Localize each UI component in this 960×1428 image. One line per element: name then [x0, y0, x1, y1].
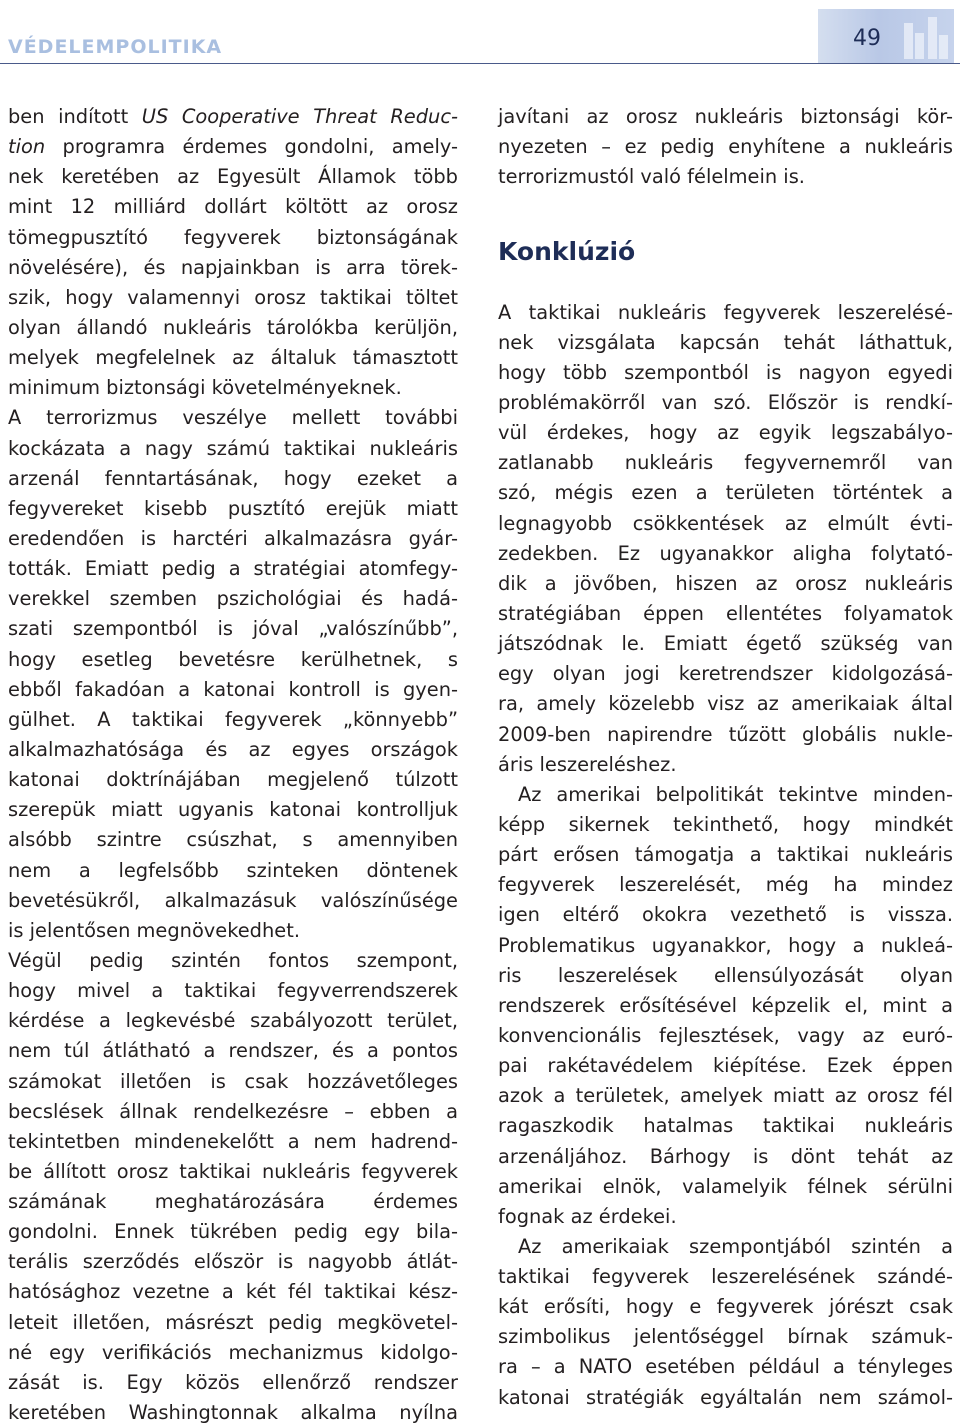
text-line: stratégiában éppen ellentétes folyamatok [498, 601, 953, 625]
spacer [498, 283, 953, 298]
page-number: 49 [853, 26, 881, 51]
text-line: alkalmazhatósága és az egyes országok [8, 737, 458, 761]
text-line: konvencionális fejlesztések, vagy az euró- [498, 1023, 953, 1047]
text-line: vül érdekes, hogy az egyik legszabályo- [498, 421, 953, 445]
text-line: verekkel szemben pszichológiai és hadá- [8, 587, 458, 611]
text-line: Az amerikai belpolitikát tekintve minden- [518, 782, 953, 806]
text-line: kockázata a nagy számú taktikai nukleáris [8, 436, 458, 460]
text-line: nem túl átlátható a rendszer, és a pontos [8, 1039, 458, 1063]
text-line: ris leszerelések ellensúlyozását olyan [498, 963, 953, 987]
text-line: leteit illetően, másrészt pedig megkövetel- [8, 1310, 458, 1334]
section-heading-text: Konklúzió [498, 236, 636, 266]
text-line: gondolni. Ennek tükrében pedig egy bila- [8, 1220, 458, 1244]
text-line: nem a legfelsőbb szinteken döntenek [8, 858, 458, 882]
text-line: azok a területek, amelyek miatt az orosz fél [498, 1084, 953, 1108]
text-line: katonai doktrínájában megjelenő túlzott [8, 768, 458, 792]
text-line: be állított orosz taktikai nukleáris fegyverek [8, 1159, 458, 1183]
text-line: szik, hogy valamennyi orosz taktikai töltet [8, 285, 458, 309]
text-line: né egy verifikációs mechanizmus kidolgo- [8, 1340, 458, 1364]
text-line: rendszerek erősítésével képzelik el, mint a [498, 993, 953, 1017]
text-line: arzenál fenntartásának, hogy ezeket a [8, 466, 458, 490]
text-line: alsóbb szintre csúszhat, s amennyiben [8, 828, 458, 852]
text-line: 2009-ben napirendre tűzött globális nukle- [498, 722, 953, 746]
text-line: nek keretében az Egyesült Államok több [8, 165, 458, 189]
header-rule [0, 63, 960, 64]
text-line: nyezeten – ez pedig enyhítene a nukleáris [498, 135, 953, 159]
text-line: ra – a NATO esetében például a tényleges [498, 1355, 953, 1379]
text-line: ragaszkodik hatalmas taktikai nukleáris [498, 1114, 953, 1138]
text-line: kát erősíti, hogy e fegyverek jórészt csak [498, 1295, 953, 1319]
right-column [498, 102, 953, 1413]
text-line: problémakörről van szó. Először is rendkí- [498, 390, 953, 414]
text-line: növelésére), és napjainkban is arra törek- [8, 255, 458, 279]
text-line: párt erősen támogatja a taktikai nukleáris [498, 843, 953, 867]
text-line: taktikai fegyverek leszerelésének szándé- [498, 1265, 953, 1289]
text-line: hogy mivel a taktikai fegyverrendszerek [8, 979, 458, 1003]
text-line: pai rakétavédelem kiépítése. Ezek éppen [498, 1054, 953, 1078]
text-line: kérdése a legkevésbé szabályozott terület, [8, 1009, 458, 1033]
text-line: dik a jövőben, hiszen az orosz nukleáris [498, 571, 953, 595]
text-line: melyek megfelelnek az általuk támasztott [8, 346, 458, 370]
text-line: katonai stratégiák egyáltalán nem számol- [498, 1385, 953, 1409]
text-line: zedekben. Ez ugyanakkor aligha folytató- [498, 541, 953, 565]
text-line: tion programra érdemes gondolni, amely- [8, 135, 458, 159]
text-line: arzenáljához. Bárhogy is dönt tehát az [498, 1144, 953, 1168]
text-line: terális szerződés először is nagyobb átlát- [8, 1250, 458, 1274]
text-line: hogy több szempontból is nagyon egyedi [498, 360, 953, 384]
text-line: ra, amely közelebb visz az amerikaiak által [498, 692, 953, 716]
text-line: javítani az orosz nukleáris biztonsági kör- [498, 105, 953, 128]
text-line: legnagyobb csökkentések az elmúlt évti- [498, 511, 953, 535]
section-heading [498, 223, 953, 283]
text-line: eredendően is harctéri alkalmazásra gyár- [8, 526, 458, 550]
text-line: gülhet. A taktikai fegyverek „könnyebb” [8, 707, 458, 731]
text-line: zatlanabb nukleáris fegyvernemről van [498, 451, 953, 475]
text-line: Végül pedig szintén fontos szempont, [8, 948, 458, 972]
magazine-logo-icon [898, 13, 954, 63]
text-line: hogy esetleg bevetésre kerülhetnek, s [8, 647, 458, 671]
text-line: fognak az érdekei. [498, 1204, 677, 1228]
text-line: ebből fakadóan a katonai kontroll is gyen- [8, 677, 458, 701]
text-line: tekintetben mindenekelőtt a nem hadrend- [8, 1129, 458, 1153]
text-line: amerikai elnök, valamelyik félnek sérülni [498, 1174, 953, 1198]
text-line: egy olyan jogi keretrendszer kidolgozásá- [498, 662, 953, 686]
text-line: bevetésükről, alkalmazásuk valószínűsége [8, 888, 458, 912]
text-line: áris leszereléshez. [498, 752, 677, 776]
text-line: szimbolikus jelentőséggel bírnak számuk- [498, 1325, 953, 1349]
text-line: szó, mégis ezen a területen történtek a [498, 481, 953, 505]
spacer [498, 192, 953, 222]
text-line: olyan állandó nukleáris tárolókba kerüljön, [8, 315, 458, 339]
text-line: mint 12 milliárd dollárt költött az orosz [8, 195, 458, 219]
text-line: zását is. Egy közös ellenőrző rendszer [8, 1370, 458, 1394]
text-line: is jelentősen megnövekedhet. [8, 918, 300, 942]
text-line: ben indított US Cooperative Threat Reduc- [8, 105, 458, 128]
text-line: számokat illetően is csak hozzávetőleges [8, 1069, 458, 1093]
text-line: fegyverek leszerelését, még ha mindez [498, 873, 953, 897]
text-line: terrorizmustól való félelmein is. [498, 165, 805, 189]
text-line: Problematikus ugyanakkor, hogy a nukleá- [498, 933, 953, 957]
text-line: szerepük miatt ugyanis katonai kontrolljuk [8, 798, 458, 822]
text-line: A terrorizmus veszélye mellett további [8, 406, 458, 430]
text-line: szati szempontból is jóval „valószínűbb”, [8, 617, 458, 641]
text-line: tömegpusztító fegyverek biztonságának [8, 225, 458, 249]
left-column [8, 102, 458, 1428]
page-number-box [818, 9, 954, 63]
text-line: fegyvereket kisebb pusztító erejük miatt [8, 496, 458, 520]
text-line: játszódnak le. Emiatt égető szükség van [498, 632, 953, 656]
text-line: keretében Washingtonnak alkalma nyílna [8, 1401, 458, 1425]
text-line: becslések állnak rendelkezésre – ebben a [8, 1099, 458, 1123]
text-line: igen eltérő okokra vezethető is vissza. [498, 903, 953, 927]
section-title: VÉDELEMPOLITIKA [8, 36, 223, 58]
text-line: számának meghatározására érdemes [8, 1190, 458, 1214]
text-line: nek vizsgálata kapcsán tehát láthattuk, [498, 330, 953, 354]
text-line: hatósághoz vezetne a két fél taktikai kész- [8, 1280, 458, 1304]
text-line: minimum biztonsági követelményeknek. [8, 376, 402, 400]
text-line: képp sikernek tekinthető, hogy mindkét [498, 812, 953, 836]
text-line: tották. Emiatt pedig a stratégiai atomfegy- [8, 557, 458, 581]
text-line: Az amerikaiak szempontjából szintén a [518, 1234, 953, 1258]
text-line: A taktikai nukleáris fegyverek leszerelésé- [498, 300, 953, 324]
